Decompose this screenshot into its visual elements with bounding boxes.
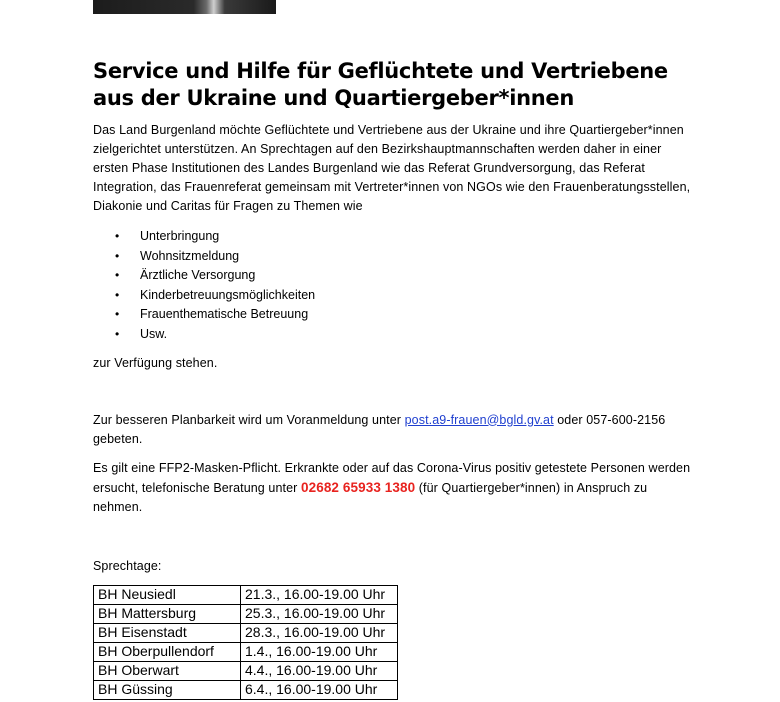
list-item: • Usw. <box>93 325 693 345</box>
location-cell: BH Oberpullendorf <box>94 642 241 661</box>
table-row <box>94 680 398 699</box>
list-item: • Kinderbetreuungsmöglichkeiten <box>93 286 693 306</box>
table-row <box>94 604 398 623</box>
time-cell: 1.4., 16.00-19.00 Uhr <box>241 642 398 661</box>
bullet-icon: • <box>115 268 120 283</box>
mask-notice-paragraph: Es gilt eine FFP2-Masken-Pflicht. Erkrankte oder auf das Corona-Virus positiv getestete Personen werden ersucht, telefonische Beratung unter 02682 65933 1380 (für Quartiergeber*innen) in Anspruch zu nehmen. <box>93 460 691 514</box>
list-item: • Unterbringung <box>93 227 693 247</box>
location-cell: BH Neusiedl <box>94 585 241 604</box>
table-row <box>94 585 398 604</box>
time-cell: 28.3., 16.00-19.00 Uhr <box>241 623 398 642</box>
location-cell: BH Mattersburg <box>94 604 241 623</box>
time-cell: 25.3., 16.00-19.00 Uhr <box>241 604 398 623</box>
bullet-icon: • <box>115 307 120 322</box>
topics-list <box>93 227 693 345</box>
email-link[interactable]: post.a9-frauen@bgld.gv.at <box>404 412 554 427</box>
booking-paragraph: Zur besseren Planbarkeit wird um Voranmeldung unter post.a9-frauen@bgld.gv.at oder 057-600-2156 gebeten. <box>93 412 666 446</box>
time-cell: 4.4., 16.00-19.00 Uhr <box>241 661 398 680</box>
location-cell: BH Güssing <box>94 680 241 699</box>
time-cell: 6.4., 16.00-19.00 Uhr <box>241 680 398 699</box>
consultation-days-label: Sprechtage: <box>93 558 162 573</box>
table-row <box>94 623 398 642</box>
location-cell: BH Eisenstadt <box>94 623 241 642</box>
schedule-table <box>93 585 398 700</box>
list-item: • Ärztliche Versorgung <box>93 266 693 286</box>
list-item: • Frauenthematische Betreuung <box>93 305 693 325</box>
table-row <box>94 661 398 680</box>
bullet-icon: • <box>115 287 120 302</box>
phone-number: 02682 65933 1380 <box>301 479 416 495</box>
page-title: Service und Hilfe für Geflüchtete und Vertriebene aus der Ukraine und Quartiergeber*innen <box>93 59 668 110</box>
time-cell: 21.3., 16.00-19.00 Uhr <box>241 585 398 604</box>
document-body <box>93 58 693 700</box>
table-row <box>94 642 398 661</box>
list-item: • Wohnsitzmeldung <box>93 247 693 267</box>
bullet-icon: • <box>115 248 120 263</box>
intro-paragraph: Das Land Burgenland möchte Geflüchtete und Vertriebene aus der Ukraine und ihre Quartiergeber*innen zielgerichtet unterstützen. An Sprechtagen auf den Bezirkshauptmannschaften werden daher in einer ersten Phase Institutionen des Landes Burgenland wie das Referat Grundversorgung, das Referat Integration, das Frauenreferat gemeinsam mit Vertreter*innen von NGOs wie den Frauenberatungsstellen, Diakonie und Caritas für Fragen zu Themen wie <box>93 123 691 213</box>
header-photo <box>93 0 276 14</box>
bullet-icon: • <box>115 326 120 341</box>
location-cell: BH Oberwart <box>94 661 241 680</box>
bullet-icon: • <box>115 229 120 243</box>
availability-text: zur Verfügung stehen. <box>93 355 218 370</box>
